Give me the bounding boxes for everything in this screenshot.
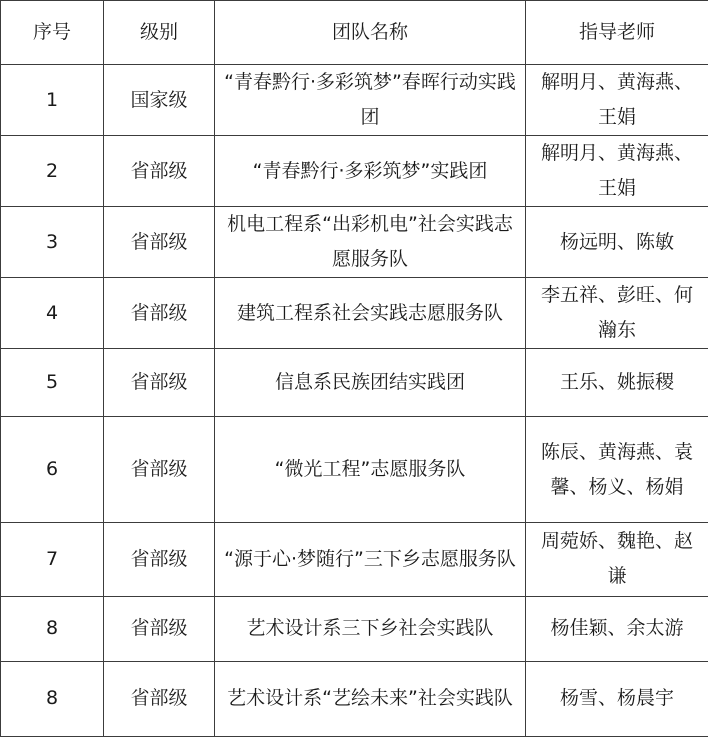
- table-row: [1, 522, 708, 596]
- cell-advisors: 杨佳颖、余太游: [526, 596, 708, 661]
- cell-level: 国家级: [104, 65, 215, 136]
- cell-advisors: 周菀娇、魏艳、赵谦: [526, 522, 708, 596]
- cell-level: 省部级: [104, 522, 215, 596]
- cell-team-name: 艺术设计系三下乡社会实践队: [215, 596, 526, 661]
- cell-level: 省部级: [104, 136, 215, 207]
- cell-advisors: 陈辰、黄海燕、袁馨、杨义、杨娟: [526, 417, 708, 522]
- cell-level: 省部级: [104, 596, 215, 661]
- table-row: [1, 207, 708, 278]
- cell-index: 3: [1, 207, 104, 278]
- cell-level: 省部级: [104, 661, 215, 736]
- cell-level: 省部级: [104, 278, 215, 349]
- table-row: [1, 349, 708, 417]
- header-level: 级别: [104, 1, 215, 65]
- table-row: [1, 596, 708, 661]
- cell-team-name: 艺术设计系“艺绘未来”社会实践队: [215, 661, 526, 736]
- cell-level: 省部级: [104, 349, 215, 417]
- table-row: [1, 417, 708, 522]
- cell-team-name: 信息系民族团结实践团: [215, 349, 526, 417]
- cell-level: 省部级: [104, 207, 215, 278]
- cell-advisors: 杨远明、陈敏: [526, 207, 708, 278]
- cell-index: 7: [1, 522, 104, 596]
- header-advisors: 指导老师: [526, 1, 708, 65]
- table-header-row: [1, 1, 708, 65]
- cell-team-name: 机电工程系“出彩机电”社会实践志愿服务队: [215, 207, 526, 278]
- header-index: 序号: [1, 1, 104, 65]
- cell-team-name: “微光工程”志愿服务队: [215, 417, 526, 522]
- cell-index: 8: [1, 661, 104, 736]
- cell-team-name: “源于心·梦随行”三下乡志愿服务队: [215, 522, 526, 596]
- cell-advisors: 解明月、黄海燕、王娟: [526, 65, 708, 136]
- cell-team-name: 建筑工程系社会实践志愿服务队: [215, 278, 526, 349]
- cell-level: 省部级: [104, 417, 215, 522]
- cell-index: 8: [1, 596, 104, 661]
- header-team-name: 团队名称: [215, 1, 526, 65]
- cell-index: 6: [1, 417, 104, 522]
- cell-advisors: 解明月、黄海燕、王娟: [526, 136, 708, 207]
- table-row: [1, 278, 708, 349]
- table-row: [1, 136, 708, 207]
- cell-team-name: “青春黔行·多彩筑梦”春晖行动实践团: [215, 65, 526, 136]
- cell-index: 4: [1, 278, 104, 349]
- cell-advisors: 杨雪、杨晨宇: [526, 661, 708, 736]
- cell-index: 1: [1, 65, 104, 136]
- cell-index: 5: [1, 349, 104, 417]
- cell-team-name: “青春黔行·多彩筑梦”实践团: [215, 136, 526, 207]
- cell-index: 2: [1, 136, 104, 207]
- table-row: [1, 65, 708, 136]
- table-row: [1, 661, 708, 736]
- cell-advisors: 王乐、姚振稷: [526, 349, 708, 417]
- cell-advisors: 李五祥、彭旺、何瀚东: [526, 278, 708, 349]
